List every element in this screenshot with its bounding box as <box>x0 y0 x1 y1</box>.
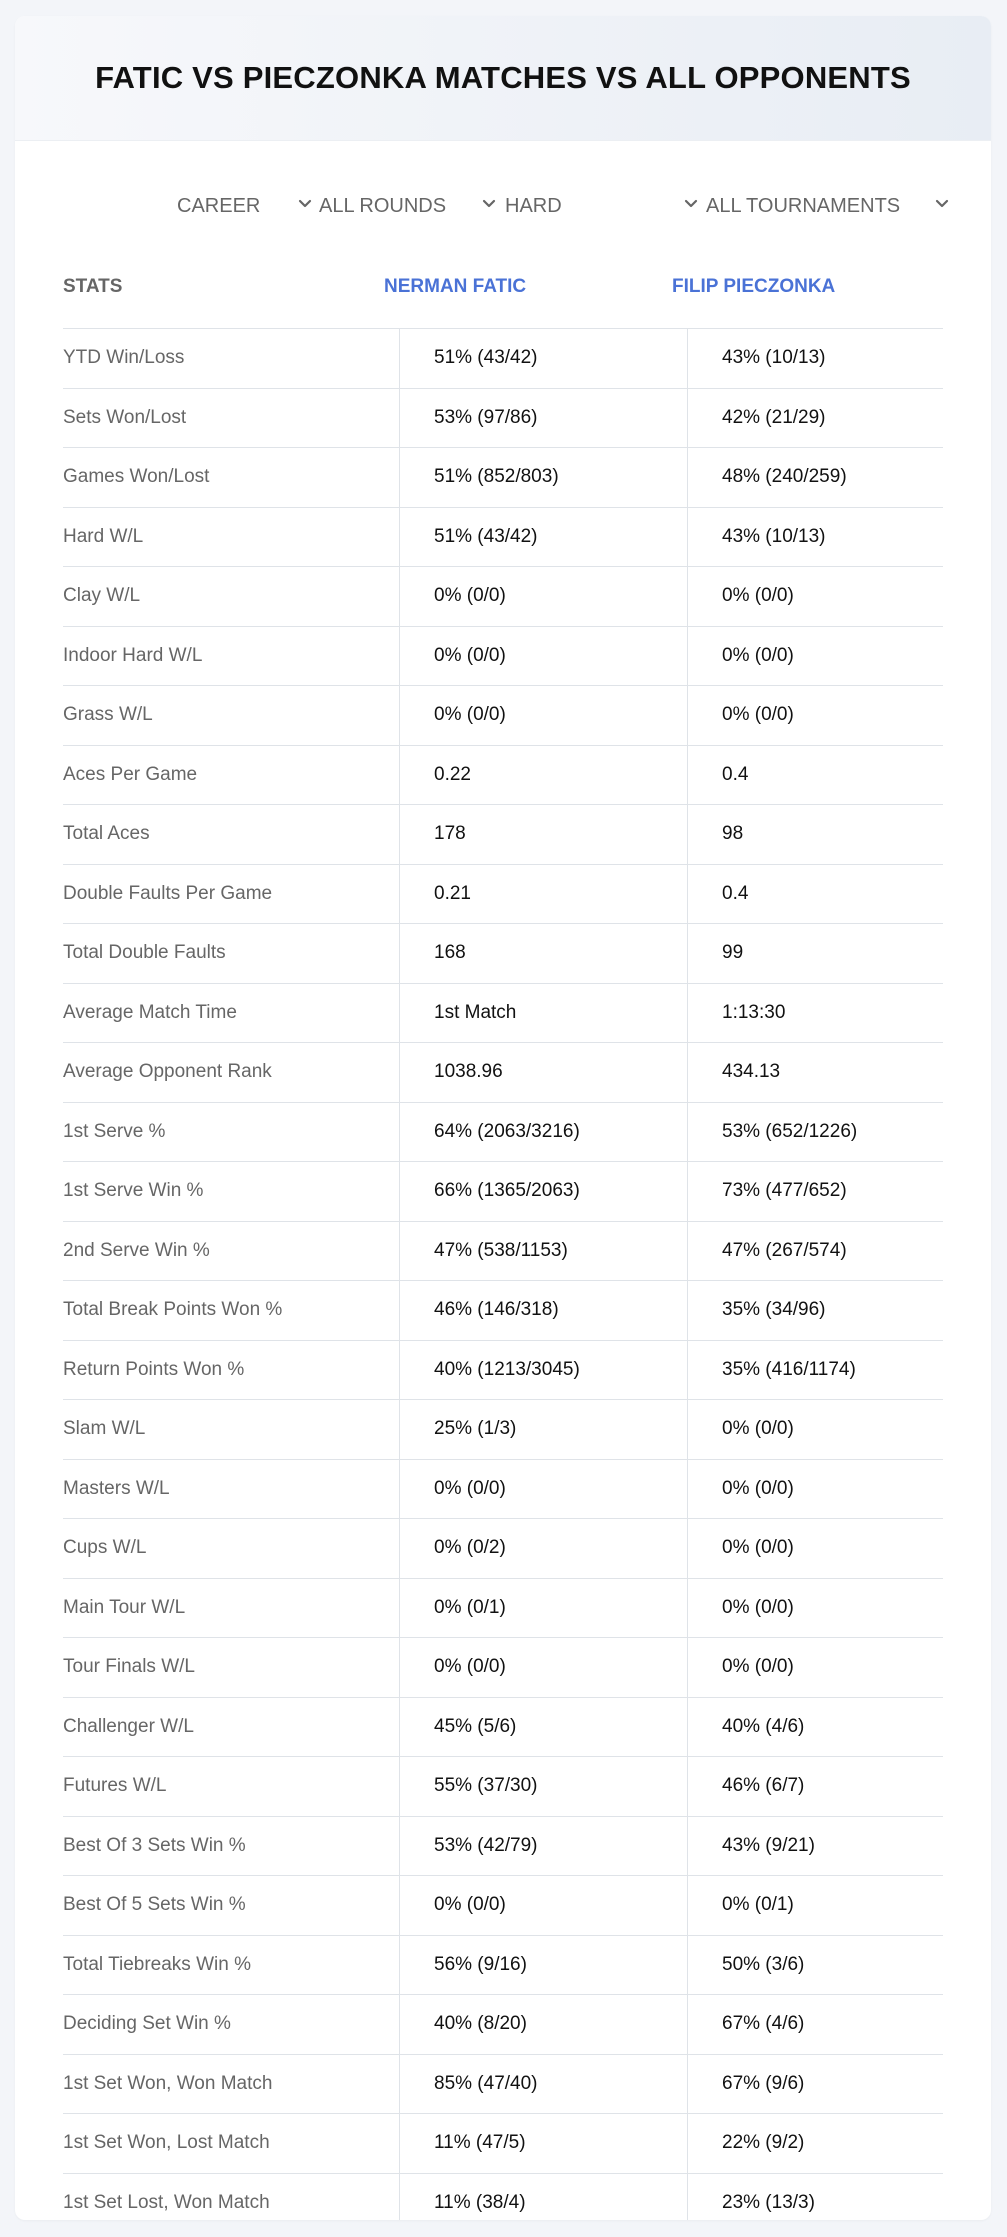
stat-label: Total Double Faults <box>63 942 226 963</box>
player1-value: 53% (42/79) <box>434 1834 538 1856</box>
player2-value: 43% (10/13) <box>722 347 826 368</box>
player2-value: 0% (0/0) <box>722 1537 794 1558</box>
table-row <box>63 1162 943 1222</box>
table-row <box>63 924 943 984</box>
player1-value: 66% (1365/2063) <box>434 1180 580 1201</box>
filter-label: HARD <box>505 194 562 217</box>
stat-label: Tour Finals W/L <box>63 1656 195 1677</box>
table-row <box>63 1579 943 1639</box>
stat-label: Aces Per Game <box>63 763 198 785</box>
player2-value: 99 <box>722 942 744 963</box>
player1-value: 46% (146/318) <box>434 1299 559 1320</box>
player1-value: 64% (2063/3216) <box>434 1120 580 1142</box>
stat-label: Sets Won/Lost <box>63 406 187 428</box>
stat-label: Cups W/L <box>63 1537 147 1558</box>
stat-label: YTD Win/Loss <box>63 347 185 368</box>
table-row <box>63 686 943 746</box>
player1-value: 85% (47/40) <box>434 2072 538 2094</box>
stat-label: Main Tour W/L <box>63 1596 186 1618</box>
table-row <box>63 1876 943 1936</box>
player2-value: 1:13:30 <box>722 1001 786 1023</box>
table-row <box>63 805 943 865</box>
stats-table <box>63 256 943 2220</box>
stat-label: 2nd Serve Win % <box>63 1239 210 1261</box>
player1-value: 11% (38/4) <box>434 2191 526 2213</box>
rounds-filter-select[interactable] <box>319 186 499 226</box>
tournaments-filter-select[interactable] <box>706 186 966 226</box>
player2-value: 67% (9/6) <box>722 2072 805 2094</box>
filter-bar <box>15 186 991 226</box>
player2-value: 73% (477/652) <box>722 1180 847 1201</box>
player1-value: 11% (47/5) <box>434 2132 526 2153</box>
player1-value: 0.21 <box>434 882 471 904</box>
player2-value: 53% (652/1226) <box>722 1120 858 1142</box>
stat-label: Total Aces <box>63 823 150 844</box>
stat-label: Return Points Won % <box>63 1358 245 1380</box>
chevron-down-icon <box>479 194 499 214</box>
player2-value: 22% (9/2) <box>722 2132 805 2153</box>
player1-value: 51% (852/803) <box>434 466 559 487</box>
table-row <box>63 1757 943 1817</box>
player2-value: 0% (0/0) <box>722 1656 794 1677</box>
player1-value: 0% (0/0) <box>434 644 506 666</box>
table-row <box>63 1043 943 1103</box>
player2-value: 0% (0/0) <box>722 704 794 725</box>
player2-column-header[interactable]: FILIP PIECZONKA <box>672 276 836 297</box>
table-row <box>63 448 943 508</box>
table-body <box>63 329 943 2220</box>
player2-value: 67% (4/6) <box>722 2013 805 2034</box>
player2-value: 48% (240/259) <box>722 466 847 487</box>
stat-label: Challenger W/L <box>63 1715 194 1737</box>
player1-value: 55% (37/30) <box>434 1775 538 1796</box>
filter-label: CAREER <box>177 194 261 217</box>
table-row <box>63 1519 943 1579</box>
player2-value: 47% (267/574) <box>722 1239 847 1261</box>
player1-value: 0% (0/1) <box>434 1596 506 1618</box>
player2-value: 0% (0/0) <box>722 585 794 606</box>
surface-filter-select[interactable] <box>505 186 705 226</box>
player1-value: 0% (0/0) <box>434 1894 506 1915</box>
stats-column-header: STATS <box>63 276 123 297</box>
player2-value: 0% (0/0) <box>722 644 794 666</box>
stat-label: Games Won/Lost <box>63 466 210 487</box>
player1-value: 51% (43/42) <box>434 525 538 547</box>
player2-value: 0.4 <box>722 763 749 785</box>
player2-value: 50% (3/6) <box>722 1953 805 1975</box>
table-row <box>63 1222 943 1282</box>
stat-label: Total Break Points Won % <box>63 1299 283 1320</box>
stat-label: 1st Set Won, Won Match <box>63 2072 273 2094</box>
player2-value: 35% (34/96) <box>722 1299 826 1320</box>
table-row <box>63 984 943 1044</box>
table-row <box>63 2055 943 2115</box>
stat-label: 1st Set Won, Lost Match <box>63 2132 270 2153</box>
stats-card <box>15 16 991 2220</box>
table-row <box>63 1698 943 1758</box>
player1-value: 0% (0/0) <box>434 585 506 606</box>
table-row <box>63 1638 943 1698</box>
table-row <box>63 1817 943 1877</box>
stat-label: Slam W/L <box>63 1418 146 1439</box>
player2-value: 23% (13/3) <box>722 2191 815 2213</box>
card-header <box>15 16 991 141</box>
player1-value: 1038.96 <box>434 1061 503 1082</box>
table-row <box>63 508 943 568</box>
player1-value: 51% (43/42) <box>434 347 538 368</box>
player2-value: 0% (0/0) <box>722 1477 794 1499</box>
stat-label: Total Tiebreaks Win % <box>63 1953 251 1975</box>
table-row <box>63 2114 943 2174</box>
player2-value: 434.13 <box>722 1061 781 1082</box>
player2-value: 43% (9/21) <box>722 1834 815 1856</box>
table-row <box>63 627 943 687</box>
player2-value: 43% (10/13) <box>722 525 826 547</box>
player1-value: 0% (0/0) <box>434 1656 506 1677</box>
player2-value: 0% (0/0) <box>722 1418 794 1439</box>
player2-value: 0% (0/1) <box>722 1894 794 1915</box>
table-row <box>63 1995 943 2055</box>
player2-value: 35% (416/1174) <box>722 1358 856 1380</box>
stat-label: Clay W/L <box>63 585 141 606</box>
chevron-down-icon <box>295 194 315 214</box>
stat-label: Futures W/L <box>63 1775 167 1796</box>
table-row <box>63 2174 943 2221</box>
table-row <box>63 389 943 449</box>
player1-value: 45% (5/6) <box>434 1715 517 1737</box>
player1-value: 1st Match <box>434 1001 517 1023</box>
player1-value: 168 <box>434 942 466 963</box>
filter-label: ALL TOURNAMENTS <box>706 194 901 217</box>
table-row <box>63 746 943 806</box>
player2-value: 42% (21/29) <box>722 406 826 428</box>
player1-value: 53% (97/86) <box>434 406 538 428</box>
stat-label: Best Of 3 Sets Win % <box>63 1834 246 1856</box>
player1-value: 25% (1/3) <box>434 1418 517 1439</box>
table-row <box>63 1936 943 1996</box>
player2-value: 0.4 <box>722 882 749 904</box>
stat-label: Grass W/L <box>63 704 153 725</box>
table-row <box>63 329 943 389</box>
page-title: FATIC VS PIECZONKA MATCHES VS ALL OPPONENTS <box>95 60 911 95</box>
table-row <box>63 1400 943 1460</box>
filter-label: ALL ROUNDS <box>319 194 447 217</box>
player1-value: 40% (1213/3045) <box>434 1358 580 1380</box>
player1-value: 0% (0/0) <box>434 704 506 725</box>
stat-label: 1st Serve % <box>63 1120 166 1142</box>
stat-label: Average Match Time <box>63 1001 237 1023</box>
player2-value: 98 <box>722 823 744 844</box>
player1-value: 40% (8/20) <box>434 2013 527 2034</box>
player1-value: 178 <box>434 823 466 844</box>
chevron-down-icon <box>932 194 952 214</box>
table-row <box>63 567 943 627</box>
player1-column-header[interactable]: NERMAN FATIC <box>384 276 527 297</box>
player1-value: 0% (0/0) <box>434 1477 506 1499</box>
stat-label: Average Opponent Rank <box>63 1061 272 1082</box>
stat-label: Deciding Set Win % <box>63 2013 231 2034</box>
player1-value: 56% (9/16) <box>434 1953 527 1975</box>
player2-value: 0% (0/0) <box>722 1596 794 1618</box>
table-row <box>63 1460 943 1520</box>
stat-label: Double Faults Per Game <box>63 882 273 904</box>
stat-label: Indoor Hard W/L <box>63 644 203 666</box>
player1-value: 0% (0/2) <box>434 1537 506 1558</box>
stat-label: 1st Set Lost, Won Match <box>63 2191 270 2213</box>
career-filter-select[interactable] <box>177 186 317 226</box>
player2-value: 40% (4/6) <box>722 1715 805 1737</box>
player2-value: 46% (6/7) <box>722 1775 805 1796</box>
stat-label: Hard W/L <box>63 525 144 547</box>
chevron-down-icon <box>681 194 701 214</box>
table-row <box>63 1103 943 1163</box>
table-row <box>63 1341 943 1401</box>
stat-label: Best Of 5 Sets Win % <box>63 1894 246 1915</box>
table-header <box>63 256 943 329</box>
table-row <box>63 865 943 925</box>
player1-value: 0.22 <box>434 763 471 785</box>
stat-label: Masters W/L <box>63 1477 170 1499</box>
player1-value: 47% (538/1153) <box>434 1239 568 1261</box>
table-row <box>63 1281 943 1341</box>
stat-label: 1st Serve Win % <box>63 1180 204 1201</box>
